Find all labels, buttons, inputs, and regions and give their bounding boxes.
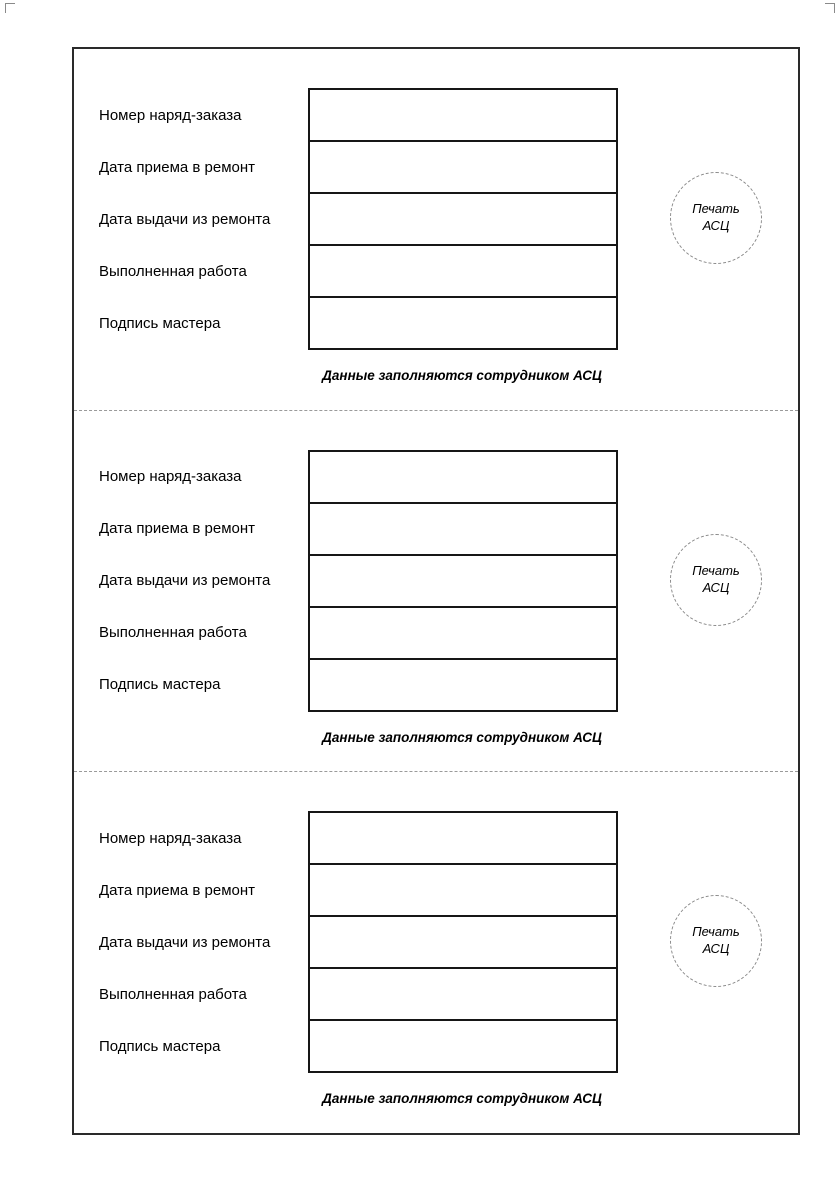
field-label-order-number: Номер наряд-заказа (99, 829, 242, 847)
crop-mark-top-right (825, 3, 835, 13)
cell-master-signature[interactable] (310, 298, 616, 348)
field-label-release-date: Дата выдачи из ремонта (99, 210, 271, 228)
cell-intake-date[interactable] (310, 504, 616, 556)
crop-mark-top-left (5, 3, 15, 13)
cell-release-date[interactable] (310, 556, 616, 608)
stamp-label-line1: Печать (692, 201, 740, 217)
coupon-frame (72, 47, 800, 1135)
cell-release-date[interactable] (310, 917, 616, 969)
repair-coupon-2 (74, 410, 798, 772)
cell-order-number[interactable] (310, 813, 616, 865)
field-label-order-number: Номер наряд-заказа (99, 468, 242, 486)
field-label-release-date: Дата выдачи из ремонта (99, 572, 271, 590)
field-label-intake-date: Дата приема в ремонт (99, 881, 256, 899)
cell-work-performed[interactable] (310, 969, 616, 1021)
field-labels (99, 451, 270, 711)
stamp-label-line2: АСЦ (702, 579, 730, 595)
section-caption: Данные заполняются сотрудником АСЦ (322, 729, 602, 745)
fill-in-table (308, 450, 618, 712)
field-labels (99, 812, 270, 1072)
section-caption: Данные заполняются сотрудником АСЦ (322, 1091, 602, 1107)
cell-order-number[interactable] (310, 452, 616, 504)
repair-coupon-3 (74, 771, 798, 1133)
field-label-master-signature: Подпись мастера (99, 676, 221, 694)
fill-in-table (308, 811, 618, 1073)
field-label-master-signature: Подпись мастера (99, 314, 221, 332)
fill-in-table (308, 88, 618, 350)
cell-master-signature[interactable] (310, 660, 616, 710)
cell-work-performed[interactable] (310, 608, 616, 660)
field-label-intake-date: Дата приема в ремонт (99, 158, 256, 176)
stamp-label-line1: Печать (692, 562, 740, 578)
field-label-order-number: Номер наряд-заказа (99, 106, 242, 124)
cell-master-signature[interactable] (310, 1021, 616, 1071)
cell-intake-date[interactable] (310, 142, 616, 194)
cell-order-number[interactable] (310, 90, 616, 142)
cell-work-performed[interactable] (310, 246, 616, 298)
stamp-circle (670, 534, 762, 626)
stamp-label-line1: Печать (692, 924, 740, 940)
field-label-work-performed: Выполненная работа (99, 985, 247, 1003)
field-labels (99, 89, 270, 349)
field-label-release-date: Дата выдачи из ремонта (99, 933, 271, 951)
section-caption: Данные заполняются сотрудником АСЦ (322, 368, 602, 383)
cell-release-date[interactable] (310, 194, 616, 246)
field-label-intake-date: Дата приема в ремонт (99, 520, 256, 538)
field-label-work-performed: Выполненная работа (99, 624, 247, 642)
field-label-master-signature: Подпись мастера (99, 1037, 221, 1055)
repair-coupon-1 (74, 49, 798, 410)
stamp-label-line2: АСЦ (702, 218, 730, 233)
stamp-circle (670, 895, 762, 987)
stamp-circle (670, 172, 762, 264)
cell-intake-date[interactable] (310, 865, 616, 917)
stamp-label-line2: АСЦ (702, 941, 730, 957)
field-label-work-performed: Выполненная работа (99, 262, 247, 280)
